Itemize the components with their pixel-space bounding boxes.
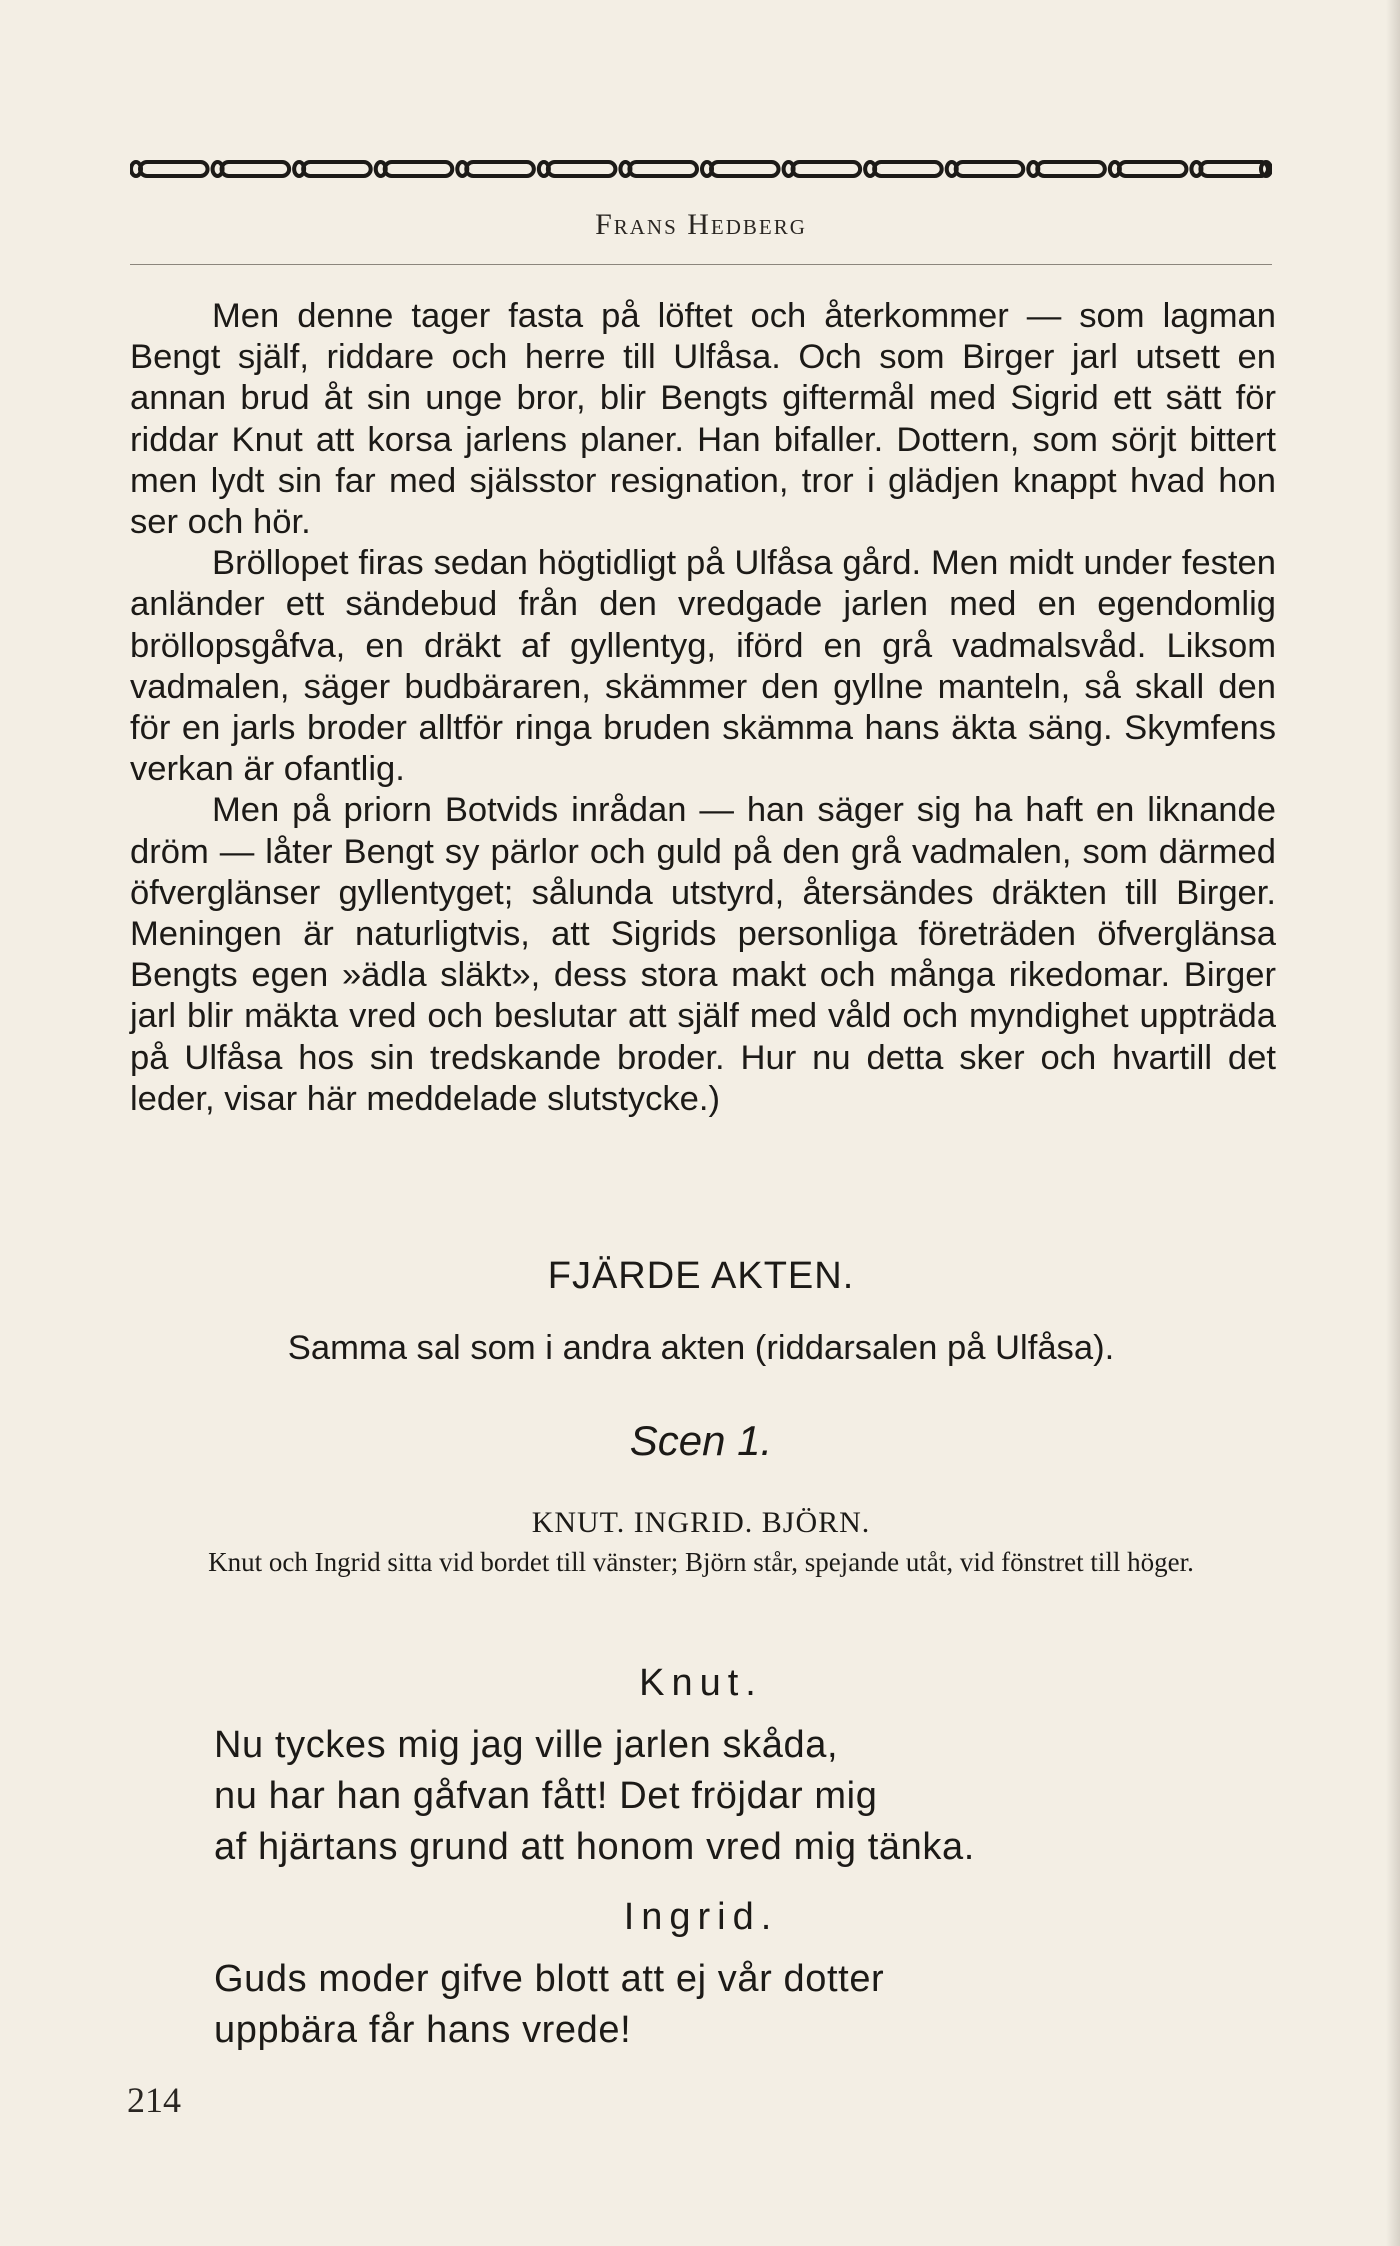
chain-link: [1200, 162, 1268, 176]
chain-border-ornament: [130, 156, 1272, 182]
chain-link: [303, 162, 371, 176]
cast-list: KNUT. INGRID. BJÖRN.: [531, 1506, 871, 1539]
synopsis-text: [130, 296, 1276, 1120]
paragraph-3: Men på priorn Botvids inrådan — han säger sig ha haft en liknande dröm — låter Bengt sy pärlor och guld på den grå vadmalen, som därmed öfverglänser gyllentyget; sålunda utstyrd, återsändes dräkten till Birger. Meningen är naturligtvis, att Sigrids personliga företräden öfverglänsa Bengts egen »ädla släkt», dess stora makt och många rikedomar. Birger jarl blir mäkta vred och beslutar att själf med våld och myndighet uppträda på Ulfåsa hos sin tredskande broder. Hur nu detta sker och hvartill det leder, visar här meddelade slutstycke.): [130, 791, 1276, 1118]
chain-ring: [1028, 162, 1038, 176]
verse-knut: [214, 1720, 1214, 1873]
chain-ring: [784, 162, 794, 176]
chain-ring: [865, 162, 875, 176]
chain-link: [140, 162, 208, 176]
chain-link: [548, 162, 616, 176]
running-title: Frans Hedberg: [595, 208, 807, 241]
chain-link: [711, 162, 779, 176]
stage-direction: Knut och Ingrid sitta vid bordet till vänster; Björn står, spejande utåt, vid fönstret till höger.: [208, 1547, 1194, 1577]
speaker-ingrid: Ingrid.: [623, 1896, 779, 1938]
chain-ring: [376, 162, 386, 176]
chain-ring: [1110, 162, 1120, 176]
chain-ring: [457, 162, 467, 176]
chain-ring: [620, 162, 630, 176]
verse-line: Guds moder gifve blott att ej vår dotter: [214, 1958, 885, 2000]
scene-heading: Scen 1.: [629, 1417, 773, 1464]
verse-line: nu har han gåfvan fått! Det fröjdar mig: [214, 1775, 878, 1817]
paragraph-2: Bröllopet firas sedan högtidligt på Ulfåsa gård. Men midt under festen anländer ett sändebud från den vredgade jarlen med en egendomlig bröllopsgåfva, en dräkt af gyllentyg, iförd en grå vadmalsvåd. Liksom vadmalen, säger budbäraren, skämmer den gyllne manteln, så skall den för en jarls broder alltför ringa bruden skämma hans äkta säng. Skymfens verkan är ofantlig.: [130, 544, 1276, 789]
act-title: FJÄRDE AKTEN.: [547, 1255, 855, 1297]
chain-link: [385, 162, 453, 176]
chain-ring: [947, 162, 957, 176]
verse-line: uppbära får hans vrede!: [214, 2009, 632, 2051]
verse-ingrid: [214, 1954, 1214, 2056]
page-number: 214: [127, 2080, 181, 2120]
chain-link: [222, 162, 290, 176]
chain-ring: [294, 162, 304, 176]
chain-link: [956, 162, 1024, 176]
page-edge-shadow: [1386, 0, 1400, 2246]
chain-link: [629, 162, 697, 176]
chain-link: [874, 162, 942, 176]
chain-link: [1037, 162, 1105, 176]
chain-ring: [131, 162, 141, 176]
verse-line: Nu tyckes mig jag ville jarlen skåda,: [214, 1724, 839, 1766]
speaker-knut: Knut.: [639, 1662, 763, 1704]
chain-ring: [213, 162, 223, 176]
act-setting: Samma sal som i andra akten (riddarsalen på Ulfåsa).: [287, 1329, 1115, 1367]
chain-ring: [539, 162, 549, 176]
verse-line: af hjärtans grund att honom vred mig tänka.: [214, 1826, 975, 1868]
chain-ring: [702, 162, 712, 176]
header-divider: [130, 264, 1272, 265]
paragraph-1: Men denne tager fasta på löftet och återkommer — som lagman Bengt själf, riddare och herre till Ulfåsa. Och som Birger jarl utsett en annan brud åt sin unge bror, blir Bengts giftermål med Sigrid ett sätt för riddar Knut att korsa jarlens planer. Han bifaller. Dottern, som sörjt bittert men lydt sin far med själsstor resignation, tror i glädjen knappt hvad hon ser och hör.: [130, 297, 1276, 542]
chain-link: [1119, 162, 1187, 176]
chain-link: [793, 162, 861, 176]
chain-ring: [1191, 162, 1201, 176]
chain-link: [466, 162, 534, 176]
